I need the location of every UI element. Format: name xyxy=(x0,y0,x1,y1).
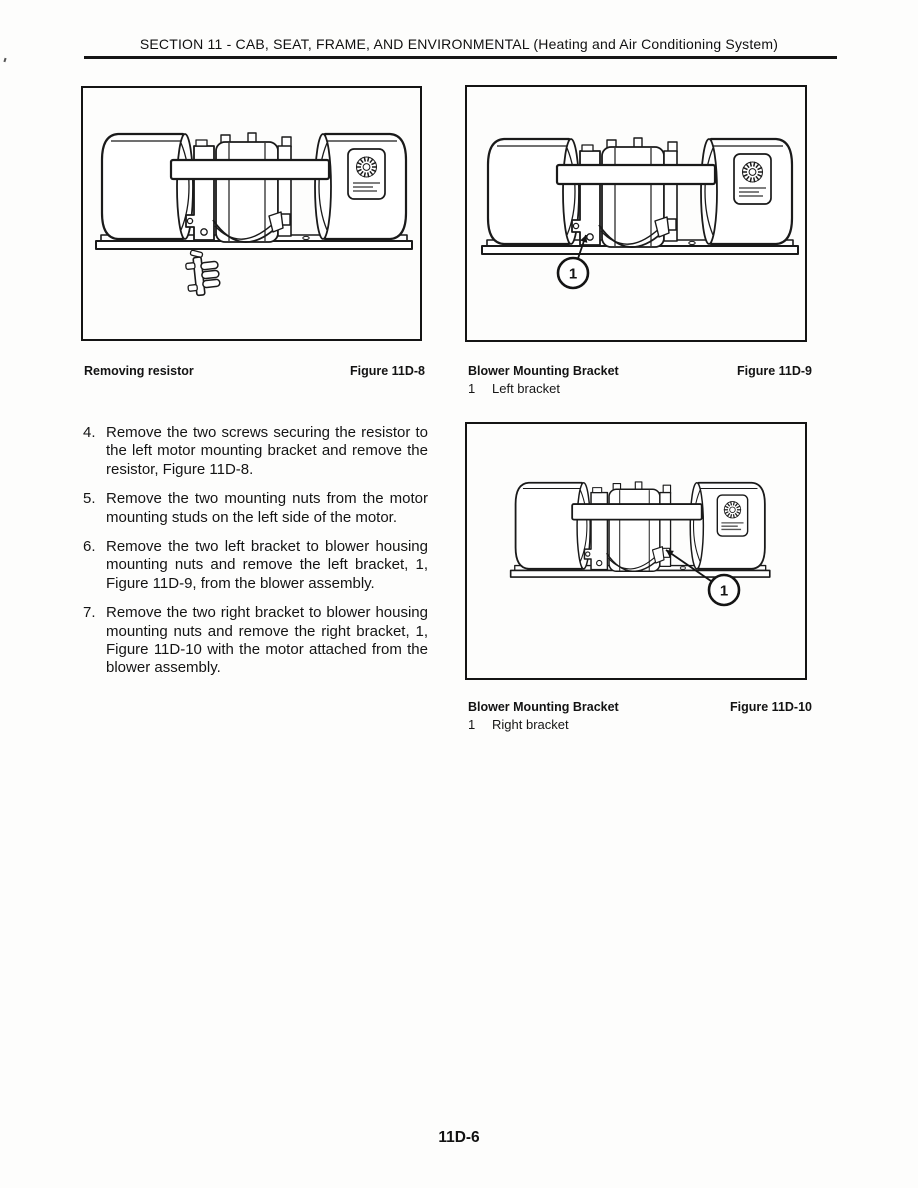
blower-assembly-illustration xyxy=(511,482,770,577)
step-number: 4. xyxy=(83,424,96,441)
legend-item-text: Right bracket xyxy=(492,717,569,732)
step-number: 7. xyxy=(83,604,96,622)
step-item-4 xyxy=(83,424,428,479)
figure-11d-10-caption-block xyxy=(468,700,812,732)
scan-artifact xyxy=(3,58,6,62)
mounting-strap xyxy=(572,504,702,520)
figure-11d-8-removing-resistor xyxy=(81,86,422,341)
spec-label-sticker xyxy=(717,495,747,536)
figure-11d-8-caption-block xyxy=(84,364,425,378)
figure-caption: Removing resistor xyxy=(84,364,194,378)
callout-1-label: 1 xyxy=(719,582,729,600)
figure-11d-10-right-bracket xyxy=(465,422,807,680)
legend-item-number: 1 xyxy=(468,381,476,396)
legend-item-text: Left bracket xyxy=(492,381,560,396)
figure-11d-9-left-bracket xyxy=(465,85,807,342)
mounting-strap xyxy=(557,165,715,184)
callout-1-label: 1 xyxy=(568,265,578,283)
figure-11d-9-caption-block xyxy=(468,364,812,396)
spec-label-sticker xyxy=(348,149,385,199)
step-item-6 xyxy=(83,538,428,593)
procedure-steps xyxy=(83,424,428,689)
step-text: Remove the two screws securing the resistor to the left motor mounting bracket and remove the resistor, Figure 11D-8. xyxy=(106,424,428,478)
figure-legend xyxy=(468,717,812,732)
header-rule xyxy=(84,56,837,59)
figure-number-label: Figure 11D-10 xyxy=(730,700,812,714)
mounting-strap xyxy=(171,160,329,179)
blower-assembly-illustration xyxy=(96,133,412,249)
resistor-illustration xyxy=(184,247,221,296)
figure-caption: Blower Mounting Bracket xyxy=(468,364,619,378)
step-text: Remove the two right bracket to blower housing mounting nuts and remove the right bracket, 1, Figure 11D-10 with the motor attached from the blower assembly. xyxy=(106,604,428,677)
figure-number-label: Figure 11D-8 xyxy=(349,364,425,378)
figure-caption: Blower Mounting Bracket xyxy=(468,700,619,714)
step-item-5 xyxy=(83,490,428,527)
section-header: SECTION 11 - CAB, SEAT, FRAME, AND ENVIRONMENTAL (Heating and Air Conditioning System) xyxy=(139,36,779,52)
step-text: Remove the two left bracket to blower housing mounting nuts and remove the left bracket, 1, Figure 11D-9, from the blower assembly. xyxy=(106,538,428,592)
figure-legend xyxy=(468,381,812,396)
step-number: 6. xyxy=(83,538,96,556)
legend-item-number: 1 xyxy=(468,717,476,732)
blower-assembly-illustration xyxy=(482,138,798,254)
step-text: Remove the two mounting nuts from the motor mounting studs on the left side of the motor. xyxy=(106,490,428,526)
page-number: 11D-6 xyxy=(438,1129,480,1146)
spec-label-sticker xyxy=(734,154,771,204)
step-item-7 xyxy=(83,604,428,678)
figure-number-label: Figure 11D-9 xyxy=(736,364,812,378)
step-number: 5. xyxy=(83,490,96,508)
